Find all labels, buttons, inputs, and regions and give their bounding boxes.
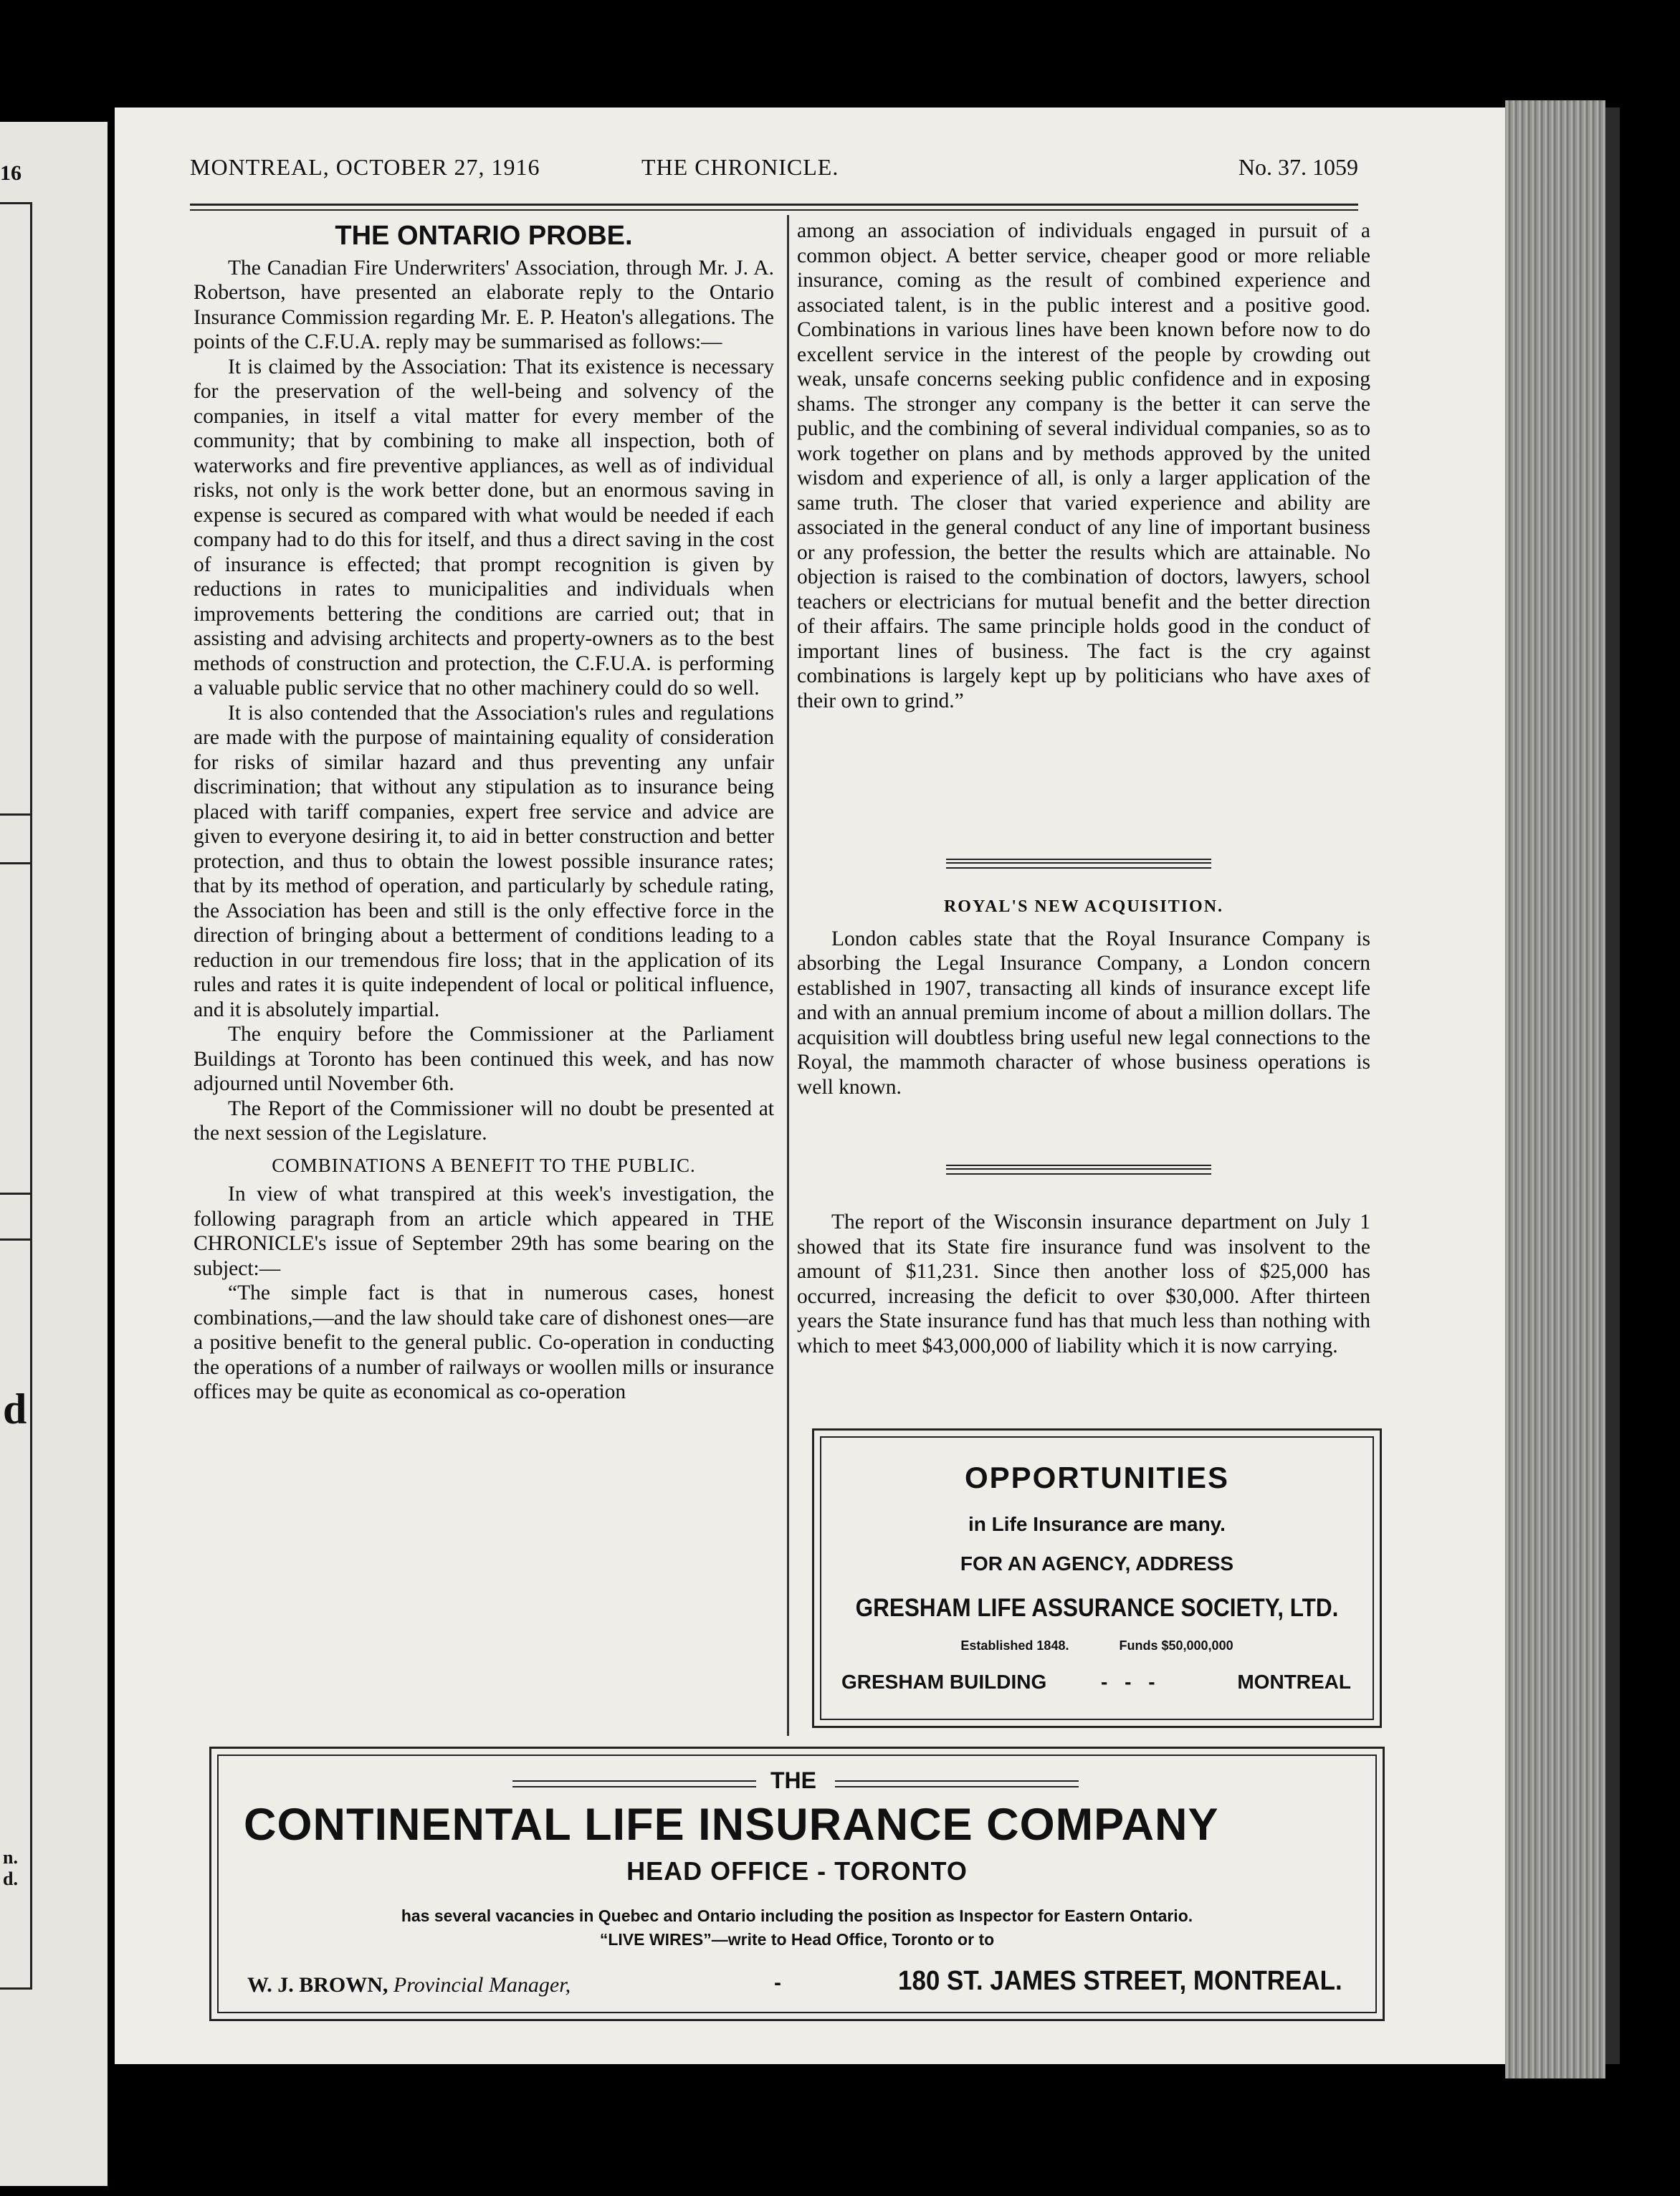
wisconsin-article <box>797 1210 1370 1358</box>
issue-page-number: No. 37. 1059 <box>1238 154 1358 180</box>
ad-headline: OPPORTUNITIES <box>964 1461 1230 1494</box>
left-page-ad-box-3 <box>0 1193 32 1990</box>
dateline: MONTREAL, OCTOBER 27, 1916 <box>190 154 540 180</box>
continental-advertisement <box>209 1747 1385 2021</box>
header-rule <box>190 204 1358 211</box>
article-heading-ontario-probe: THE ONTARIO PROBE. <box>335 221 633 251</box>
article-continuation: among an association of individuals engaged in pursuit of a common object. A better service, cheaper good or more reliable insurance, coming as the result of combined experience and associated talent, is in the public interest and a positive good. Combinations in various lines have been known before now to do excellent service in the interest of the people by crowding out weak, unsafe concerns seeking public confidence and in exposing shams. The stronger any company is the better it can serve the public, and the combining of several individual companies, so as to work together on plans and by methods approved by the united wisdom and experience of all, is only a larger application of the same truth. The closer that varied experience and ability are associated in the general conduct of any line of important business or any profession, the better the results which are attainable. No objection is raised to the combination of doctors, lawyers, school teachers or electricians for mutual benefit and the better direction of their affairs. The same principle holds good in the conduct of important lines of business. The fact is the cry against combinations is largely kept up by politicians who have axes of their own to grind.” <box>797 219 1370 712</box>
ad-company-name: GRESHAM LIFE ASSURANCE SOCIETY, LTD. <box>855 1594 1339 1622</box>
ad-dashes: - - - <box>1101 1671 1161 1693</box>
article-paragraph: The report of the Wisconsin insurance department on July 1 showed that its State fire insurance fund was insolvent to the amount of $11,231. Since then another loss of $25,000 has occurred, increasing the deficit to over $30,000. After thirteen years the State insurance fund has that much less than nothing with which to meet $43,000,000 of liability which it is now carrying. <box>797 1211 1370 1357</box>
ad-manager-title: Provincial Manager, <box>393 1973 571 1997</box>
publication-title: THE CHRONICLE. <box>641 154 839 180</box>
article-paragraph: The Canadian Fire Underwriters' Association, through Mr. J. A. Robertson, have presented an elaborate reply to the Ontario Insurance Commission regarding Mr. E. P. Heaton's allegations. The points of the C.F.U.A. reply may be summarised as follows:— <box>194 256 774 353</box>
ad-building: GRESHAM BUILDING <box>841 1671 1047 1693</box>
ad-city: MONTREAL <box>1237 1671 1351 1693</box>
right-column <box>797 219 1370 713</box>
article-paragraph: The enquiry before the Commissioner at the Parliament Buildings at Toronto has been continued this week, and has now adjourned until November 6th. <box>194 1023 774 1095</box>
article-paragraph: It is claimed by the Association: That its existence is necessary for the preservation of the well-being and solvency of the companies, in itself a vital matter for every member of the community; that by combining to make all inspection, both of waterworks and fire preventive appliances, as well as of individual risks, not only is the work better done, but an enormous saving in expense is secured as compared with what would be needed if each company had to do this for itself, and thus a direct saving in the cost of insurance is effected; that prompt recognition is given by reductions in rates to municipalities and individuals when improvements bettering the conditions are carried out; that in assisting and advising architects and property-owners as to the best methods of construction and protection, the C.F.U.A. is performing a valuable public service that no other machinery could do so well. <box>194 355 774 700</box>
left-page-fragment <box>0 122 108 2186</box>
ad-rule-right <box>835 1786 1079 1787</box>
royal-article <box>797 894 1370 1099</box>
article-paragraph: London cables state that the Royal Insurance Company is absorbing the Legal Insurance Company, a London concern established in 1907, transacting all kinds of insurance except life and with an annual premium income of about a million dollars. The acquisition will doubtless bring useful new legal connections to the Royal, the mammoth character of whose business operations is well known. <box>797 927 1370 1099</box>
ad-rule-left <box>512 1786 756 1787</box>
ad-established: Established 1848. <box>960 1638 1069 1653</box>
ad-funds: Funds $50,000,000 <box>1119 1638 1233 1653</box>
ad-dash: - <box>774 1971 781 1995</box>
left-page-word-fragment: d <box>3 1385 27 1433</box>
column-rule <box>787 215 789 1736</box>
left-page-bottom-fragment-1: n. <box>3 1847 18 1868</box>
ad-live-wires: “LIVE WIRES”—write to Head Office, Toronto or to <box>599 1930 995 1949</box>
left-column <box>194 221 774 1405</box>
left-page-number-fragment: 16 <box>0 161 22 185</box>
article-paragraph: “The simple fact is that in numerous cases, honest combinations,—and the law should take care of dishonest ones—are a positive benefit to the general public. Co-operation in conducting the operations of a number of railways or woollen mills or insurance offices may be quite as economical as co-operation <box>194 1281 774 1403</box>
ad-line: in Life Insurance are many. <box>968 1513 1226 1535</box>
article-subheading: COMBINATIONS A BENEFIT TO THE PUBLIC. <box>272 1154 696 1176</box>
ad-line: FOR AN AGENCY, ADDRESS <box>960 1552 1234 1575</box>
ad-the: THE <box>770 1767 816 1793</box>
section-divider <box>946 1165 1211 1175</box>
binding-spine <box>1605 108 1620 2064</box>
article-paragraph: The Report of the Commissioner will no doubt be presented at the next session of the Legislature. <box>194 1097 774 1145</box>
ad-manager-name: W. J. BROWN, <box>247 1973 388 1997</box>
left-page-ad-box-1 <box>0 202 32 864</box>
article-heading-royal: ROYAL'S NEW ACQUISITION. <box>943 897 1224 916</box>
page-edges <box>1505 100 1605 2078</box>
ad-vacancies: has several vacancies in Quebec and Ontario including the position as Inspector for Eastern Ontario. <box>401 1906 1193 1925</box>
gresham-advertisement <box>812 1428 1382 1728</box>
ad-rule-left <box>512 1780 756 1782</box>
ad-company-name: CONTINENTAL LIFE INSURANCE COMPANY <box>244 1800 1219 1850</box>
left-page-ad-box-2 <box>0 813 32 1241</box>
ad-manager <box>247 1973 571 1997</box>
ad-details <box>814 1638 1380 1653</box>
ad-address: 180 ST. JAMES STREET, MONTREAL. <box>898 1966 1342 1996</box>
article-paragraph: In view of what transpired at this week's investigation, the following paragraph from an article which appeared in THE CHRONICLE's issue of September 29th has some bearing on the subject:— <box>194 1183 774 1280</box>
ad-head-office: HEAD OFFICE - TORONTO <box>626 1856 968 1886</box>
left-page-bottom-fragment-2: d. <box>3 1868 18 1889</box>
ad-rule-right <box>835 1780 1079 1782</box>
running-header <box>190 154 1358 183</box>
section-divider <box>946 859 1211 869</box>
article-paragraph: It is also contended that the Association's rules and regulations are made with the purpose of maintaining equality of consideration for risks of similar hazard and thus preventing any unfair discrimination; that without any stipulation as to insurance being placed with tariff companies, expert free service and advice are given to everyone desiring it, to aid in better construction and better protection, and thus to obtain the lowest possible insurance rates; that by its method of operation, and particularly by schedule rating, the Association has been and still is the only effective force in the direction of bringing about a betterment of conditions leading to a reduction in our tremendous fire loss; that in the application of its rules and rates it is quite independent of local or political influence, and it is absolutely impartial. <box>194 701 774 1021</box>
